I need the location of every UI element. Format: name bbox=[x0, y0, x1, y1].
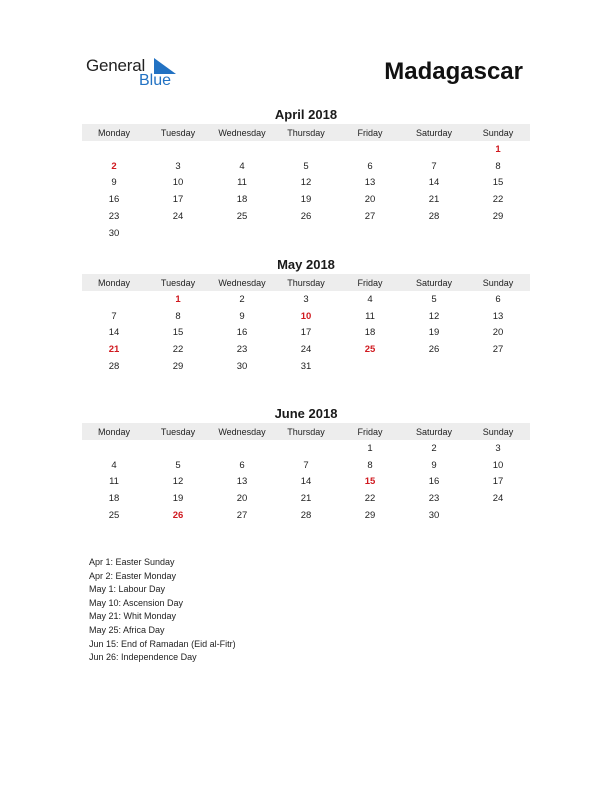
weekday-label: Saturday bbox=[415, 127, 453, 138]
holiday-notes bbox=[89, 556, 236, 665]
month-calendar bbox=[82, 257, 530, 375]
week-row bbox=[82, 358, 530, 375]
weekday-label: Friday bbox=[357, 127, 383, 138]
day-cell: 28 bbox=[108, 361, 120, 373]
day-cell: 24 bbox=[492, 493, 504, 505]
day-cell: 29 bbox=[492, 211, 504, 223]
day-cell: 2 bbox=[239, 293, 245, 305]
day-cell: 9 bbox=[239, 310, 245, 322]
weekday-label: Monday bbox=[97, 426, 131, 437]
month-title: May 2018 bbox=[277, 257, 335, 272]
month-title: April 2018 bbox=[274, 107, 338, 122]
day-cell: 5 bbox=[431, 293, 437, 305]
day-cell: 30 bbox=[108, 227, 120, 239]
day-cell: 7 bbox=[111, 310, 117, 322]
day-cell: 20 bbox=[236, 493, 248, 505]
holiday-day-cell: 25 bbox=[364, 344, 376, 356]
week-row bbox=[82, 175, 530, 192]
day-cell: 11 bbox=[365, 310, 375, 322]
day-cell: 27 bbox=[364, 211, 376, 223]
weekday-label: Tuesday bbox=[160, 127, 196, 138]
day-cell: 26 bbox=[428, 344, 440, 356]
day-cell: 4 bbox=[111, 459, 117, 471]
month-calendar bbox=[82, 406, 530, 524]
day-cell: 14 bbox=[300, 476, 312, 488]
day-cell: 9 bbox=[111, 177, 117, 189]
logo bbox=[86, 56, 186, 96]
day-cell: 24 bbox=[172, 211, 184, 223]
day-cell: 22 bbox=[364, 493, 376, 505]
week-row bbox=[82, 507, 530, 524]
day-cell: 7 bbox=[303, 459, 309, 471]
holiday-day-cell: 26 bbox=[172, 510, 184, 522]
weekday-label: Thursday bbox=[287, 277, 325, 288]
day-cell: 2 bbox=[431, 442, 437, 454]
weekday-label: Wednesday bbox=[218, 277, 266, 288]
week-row bbox=[82, 141, 530, 158]
day-cell: 21 bbox=[428, 194, 440, 206]
day-cell: 22 bbox=[172, 344, 184, 356]
holiday-day-cell: 1 bbox=[175, 293, 181, 305]
day-cell: 13 bbox=[492, 310, 504, 322]
day-cell: 6 bbox=[367, 160, 373, 172]
day-cell: 3 bbox=[303, 293, 309, 305]
day-cell: 12 bbox=[428, 310, 440, 322]
weekday-label: Tuesday bbox=[160, 426, 196, 437]
week-row bbox=[82, 341, 530, 358]
holiday-day-cell: 15 bbox=[364, 476, 376, 488]
week-row bbox=[82, 291, 530, 308]
day-cell: 25 bbox=[236, 211, 248, 223]
day-cell: 15 bbox=[172, 327, 184, 339]
day-cell: 17 bbox=[300, 327, 312, 339]
day-cell: 15 bbox=[492, 177, 504, 189]
holiday-note: Jun 15: End of Ramadan (Eid al-Fitr) bbox=[89, 638, 236, 649]
holiday-note: May 10: Ascension Day bbox=[89, 597, 184, 608]
day-cell: 23 bbox=[428, 493, 440, 505]
day-cell: 7 bbox=[431, 160, 437, 172]
day-cell: 8 bbox=[495, 160, 501, 172]
day-cell: 31 bbox=[300, 361, 312, 373]
day-cell: 20 bbox=[492, 327, 504, 339]
day-cell: 17 bbox=[172, 194, 184, 206]
day-cell: 4 bbox=[239, 160, 245, 172]
holiday-day-cell: 10 bbox=[300, 310, 312, 322]
day-cell: 20 bbox=[364, 194, 376, 206]
holiday-note: Apr 1: Easter Sunday bbox=[89, 557, 175, 567]
weekday-label: Wednesday bbox=[218, 127, 266, 138]
day-cell: 24 bbox=[300, 344, 312, 356]
day-cell: 8 bbox=[367, 459, 373, 471]
weekday-label: Sunday bbox=[482, 127, 514, 138]
week-row bbox=[82, 158, 530, 175]
weekday-label: Thursday bbox=[287, 127, 325, 138]
day-cell: 27 bbox=[236, 510, 248, 522]
day-cell: 13 bbox=[364, 177, 376, 189]
day-cell: 5 bbox=[175, 459, 181, 471]
day-cell: 27 bbox=[492, 344, 504, 356]
day-cell: 8 bbox=[175, 310, 181, 322]
week-row bbox=[82, 457, 530, 474]
month-title: June 2018 bbox=[274, 406, 338, 421]
day-cell: 14 bbox=[428, 177, 440, 189]
day-cell: 3 bbox=[495, 442, 501, 454]
day-cell: 29 bbox=[364, 510, 376, 522]
day-cell: 30 bbox=[428, 510, 440, 522]
day-cell: 23 bbox=[236, 344, 248, 356]
day-cell: 22 bbox=[492, 194, 504, 206]
week-row bbox=[82, 191, 530, 208]
week-row bbox=[82, 225, 530, 242]
day-cell: 6 bbox=[239, 459, 245, 471]
day-cell: 25 bbox=[108, 510, 120, 522]
weekday-label: Friday bbox=[357, 426, 383, 437]
day-cell: 10 bbox=[172, 177, 184, 189]
week-row bbox=[82, 325, 530, 342]
holiday-note: May 21: Whit Monday bbox=[89, 611, 177, 622]
holiday-note: May 25: Africa Day bbox=[89, 624, 165, 635]
weekday-label: Wednesday bbox=[218, 426, 266, 437]
logo-general-text: General bbox=[86, 56, 146, 75]
holiday-note: Jun 26: Independence Day bbox=[89, 652, 197, 663]
day-cell: 4 bbox=[367, 293, 373, 305]
weekday-header bbox=[82, 274, 530, 291]
holiday-day-cell: 2 bbox=[111, 160, 117, 172]
week-row bbox=[82, 208, 530, 225]
day-cell: 29 bbox=[172, 361, 184, 373]
holiday-day-cell: 1 bbox=[495, 143, 501, 155]
day-cell: 18 bbox=[364, 327, 376, 339]
weekday-label: Saturday bbox=[415, 426, 453, 437]
weekday-header bbox=[82, 124, 530, 141]
day-cell: 12 bbox=[300, 177, 312, 189]
day-cell: 26 bbox=[300, 211, 312, 223]
weekday-label: Thursday bbox=[287, 426, 325, 437]
day-cell: 28 bbox=[300, 510, 312, 522]
weekday-label: Sunday bbox=[482, 426, 514, 437]
weekday-label: Monday bbox=[97, 127, 131, 138]
holiday-day-cell: 21 bbox=[108, 344, 120, 356]
country-title: Madagascar bbox=[384, 58, 523, 85]
day-cell: 13 bbox=[236, 476, 248, 488]
day-cell: 11 bbox=[237, 177, 247, 189]
day-cell: 19 bbox=[300, 194, 312, 206]
weekday-label: Saturday bbox=[415, 277, 453, 288]
day-cell: 21 bbox=[300, 493, 312, 505]
weekday-label: Friday bbox=[357, 277, 383, 288]
holiday-note: May 1: Labour Day bbox=[89, 584, 166, 595]
day-cell: 16 bbox=[236, 327, 248, 339]
day-cell: 17 bbox=[492, 476, 504, 488]
weekday-label: Monday bbox=[97, 277, 131, 288]
day-cell: 11 bbox=[109, 476, 119, 488]
day-cell: 16 bbox=[428, 476, 440, 488]
day-cell: 16 bbox=[108, 194, 120, 206]
day-cell: 14 bbox=[108, 327, 120, 339]
week-row bbox=[82, 440, 530, 457]
day-cell: 23 bbox=[108, 211, 120, 223]
day-cell: 9 bbox=[431, 459, 437, 471]
weekday-label: Sunday bbox=[482, 277, 514, 288]
week-row bbox=[82, 308, 530, 325]
day-cell: 3 bbox=[175, 160, 181, 172]
day-cell: 19 bbox=[428, 327, 440, 339]
weekday-label: Tuesday bbox=[160, 277, 196, 288]
day-cell: 19 bbox=[172, 493, 184, 505]
week-row bbox=[82, 474, 530, 491]
day-cell: 6 bbox=[495, 293, 501, 305]
day-cell: 28 bbox=[428, 211, 440, 223]
day-cell: 5 bbox=[303, 160, 309, 172]
day-cell: 10 bbox=[492, 459, 504, 471]
day-cell: 18 bbox=[108, 493, 120, 505]
day-cell: 30 bbox=[236, 361, 248, 373]
holiday-note: Apr 2: Easter Monday bbox=[89, 570, 177, 581]
week-row bbox=[82, 490, 530, 507]
weekday-header bbox=[82, 423, 530, 440]
month-calendar bbox=[82, 107, 530, 242]
logo-blue-text: Blue bbox=[139, 72, 172, 89]
day-cell: 12 bbox=[172, 476, 184, 488]
day-cell: 1 bbox=[367, 442, 373, 454]
day-cell: 18 bbox=[236, 194, 248, 206]
